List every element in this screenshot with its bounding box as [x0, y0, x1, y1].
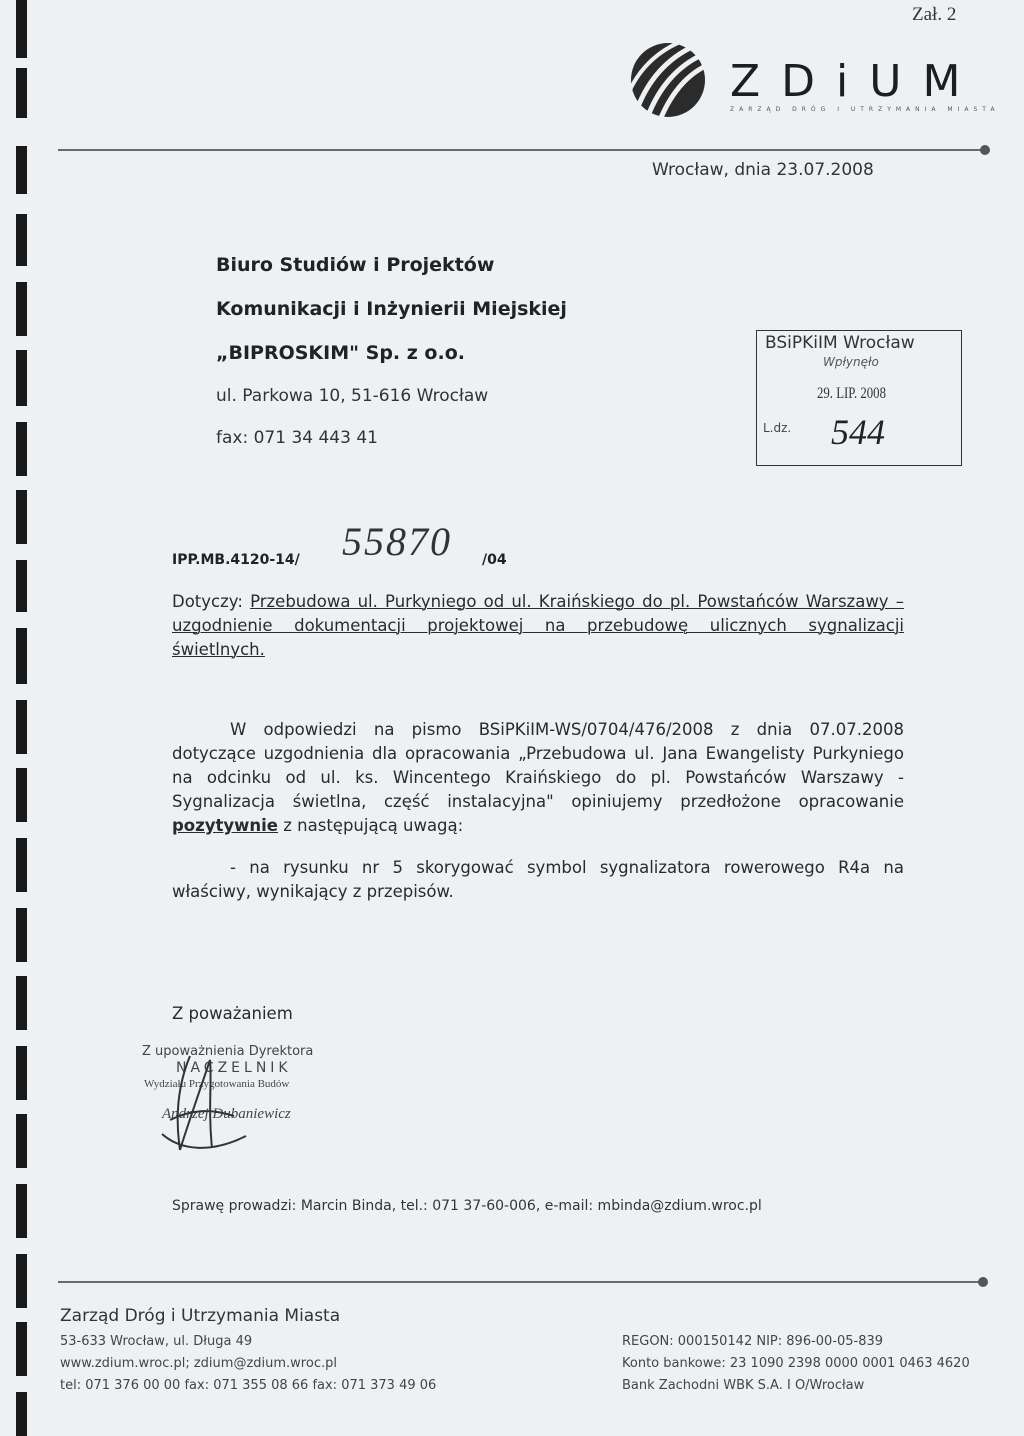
signature-stamp-line-3: Wydziału Przygotowania Budów: [144, 1078, 290, 1090]
footer-rule: [58, 1281, 982, 1283]
header-rule: [58, 149, 982, 151]
logo-text: ZDiUM: [730, 56, 982, 107]
stamp-ldz-label: L.dz.: [763, 421, 792, 435]
contact-line: Sprawę prowadzi: Marcin Binda, tel.: 071 37-60-006, e-mail: mbinda@zdium.wroc.pl: [172, 1198, 762, 1214]
recipient-line-2: Komunikacji i Inżynierii Miejskiej: [216, 298, 567, 320]
footer-left-line-1: 53-633 Wrocław, ul. Długa 49: [60, 1334, 253, 1349]
stamp-received: Wpłynęło: [823, 355, 879, 369]
recipient-line-1: Biuro Studiów i Projektów: [216, 254, 495, 276]
recipient-fax: fax: 071 34 443 41: [216, 428, 378, 448]
letter-date: Wrocław, dnia 23.07.2008: [652, 160, 874, 180]
footer-left-line-2: www.zdium.wroc.pl; zdium@zdium.wroc.pl: [60, 1356, 337, 1371]
closing-greeting: Z poważaniem: [172, 1004, 293, 1023]
footer-left-line-3: tel: 071 376 00 00 fax: 071 355 08 66 fax: 071 373 49 06: [60, 1378, 437, 1393]
subject-line: [172, 590, 904, 662]
signature-stamp-line-4: Andrzej Dubaniewicz: [162, 1106, 291, 1122]
subject-text: Przebudowa ul. Purkyniego od ul. Kraińskiego do pl. Powstańców Warszawy – uzgodnienie dokumentacji projektowej na przebudowę ulicznych sygnalizacji świetlnych.: [172, 592, 904, 659]
footer-org-name: Zarząd Dróg i Utrzymania Miasta: [60, 1306, 341, 1326]
header-rule-dot: [980, 145, 990, 155]
subject-label: Dotyczy:: [172, 592, 243, 611]
logo-subtitle: ZARZĄD DRÓG I UTRZYMANIA MIASTA: [730, 106, 1000, 113]
stamp-org: BSiPKiIM Wrocław: [765, 333, 915, 353]
signature-stamp-line-1: Z upoważnienia Dyrektora: [142, 1044, 314, 1059]
zdium-logo-icon: [620, 40, 712, 120]
body-emphasis: pozytywnie: [172, 816, 278, 835]
footer-right-line-1: REGON: 000150142 NIP: 896-00-05-839: [622, 1334, 884, 1349]
footer-right-line-3: Bank Zachodni WBK S.A. I O/Wrocław: [622, 1378, 865, 1393]
reference-suffix: /04: [482, 552, 507, 568]
reference-prefix: IPP.MB.4120-14/: [172, 552, 300, 568]
footer-right-line-2: Konto bankowe: 23 1090 2398 0000 0001 0463 4620: [622, 1356, 970, 1371]
body-paragraph: [172, 718, 904, 838]
recipient-line-3: „BIPROSKIM" Sp. z o.o.: [216, 342, 465, 364]
stamp-ldz-number: 544: [831, 412, 885, 452]
signature-stamp-line-2: NACZELNIK: [176, 1060, 292, 1076]
stamp-date: 29. LIP. 2008: [817, 385, 886, 402]
recipient-street: ul. Parkowa 10, 51-616 Wrocław: [216, 386, 489, 406]
footer-rule-dot: [978, 1277, 988, 1287]
body-text-after: z następującą uwagą:: [283, 816, 464, 835]
handwritten-signature-icon: [150, 1050, 260, 1160]
body-text-before: W odpowiedzi na pismo BSiPKiIM-WS/0704/476/2008 z dnia 07.07.2008 dotyczące uzgodnienia dla opracowania „Przebudowa ul. Jana Ewangelisty Purkyniego na odcinku od ul. ks. Wincentego Kraińskiego do pl. Powstańców Warszawy - Sygnalizacja świetlna, część instalacyjna" opiniujemy przedłożone opracowanie: [172, 720, 904, 811]
body-remark: - na rysunku nr 5 skorygować symbol sygnalizatora rowerowego R4a na właściwy, wynikający z przepisów.: [172, 858, 904, 901]
reference-handwritten-number: 55870: [342, 519, 452, 564]
attachment-label: Zał. 2: [912, 4, 957, 25]
receipt-stamp: [756, 330, 962, 466]
